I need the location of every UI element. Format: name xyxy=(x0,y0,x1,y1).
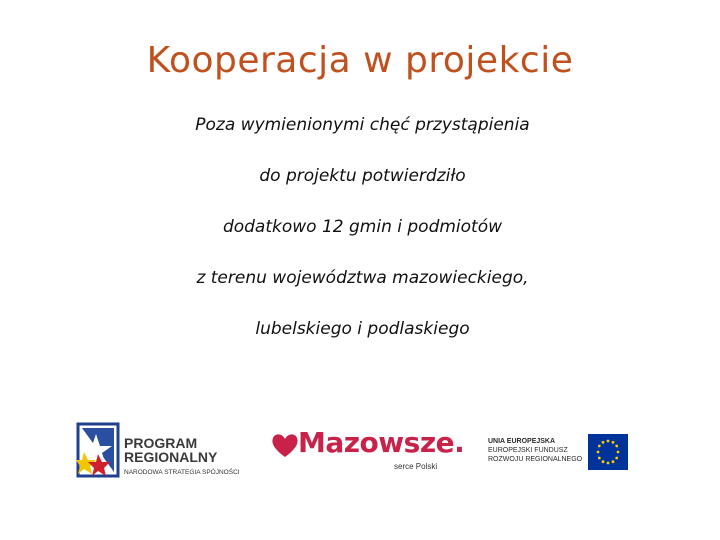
eu-flag-icon xyxy=(588,434,628,470)
body-line: dodatkowo 12 gmin i podmiotów xyxy=(222,217,503,237)
eu-logo xyxy=(478,434,630,472)
regionalny-label: REGIONALNY xyxy=(124,449,218,465)
body-line: Poza wymienionymi chęć przystąpienia xyxy=(195,115,530,135)
program-label: PROGRAM xyxy=(124,435,198,451)
body-line: z terenu województwa mazowieckiego, xyxy=(196,268,529,288)
heart-icon xyxy=(270,430,300,460)
program-regionalny-subtitle: NARODOWA STRATEGIA SPÓJNOŚCI xyxy=(124,469,240,476)
slide-body xyxy=(0,108,720,363)
program-regionalny-wordmark xyxy=(124,436,217,464)
eu-line-3: ROZWOJU REGIONALNEGO xyxy=(488,456,583,463)
program-regionalny-logo xyxy=(76,422,246,478)
mazowsze-wordmark: Mazowsze. xyxy=(298,426,465,459)
slide-title: Kooperacja w projekcie xyxy=(146,40,574,81)
eu-line-1: UNIA EUROPEJSKA xyxy=(488,438,556,445)
mazowsze-logo xyxy=(270,426,465,476)
eu-text xyxy=(488,437,582,464)
logo-bar xyxy=(0,418,720,482)
body-line: lubelskiego i podlaskiego xyxy=(255,319,470,339)
body-line: do projektu potwierdziło xyxy=(259,166,466,186)
program-regionalny-emblem-icon xyxy=(76,422,120,478)
eu-line-2: EUROPEJSKI FUNDUSZ xyxy=(488,447,568,454)
mazowsze-subtitle: serce Polski xyxy=(394,462,438,471)
